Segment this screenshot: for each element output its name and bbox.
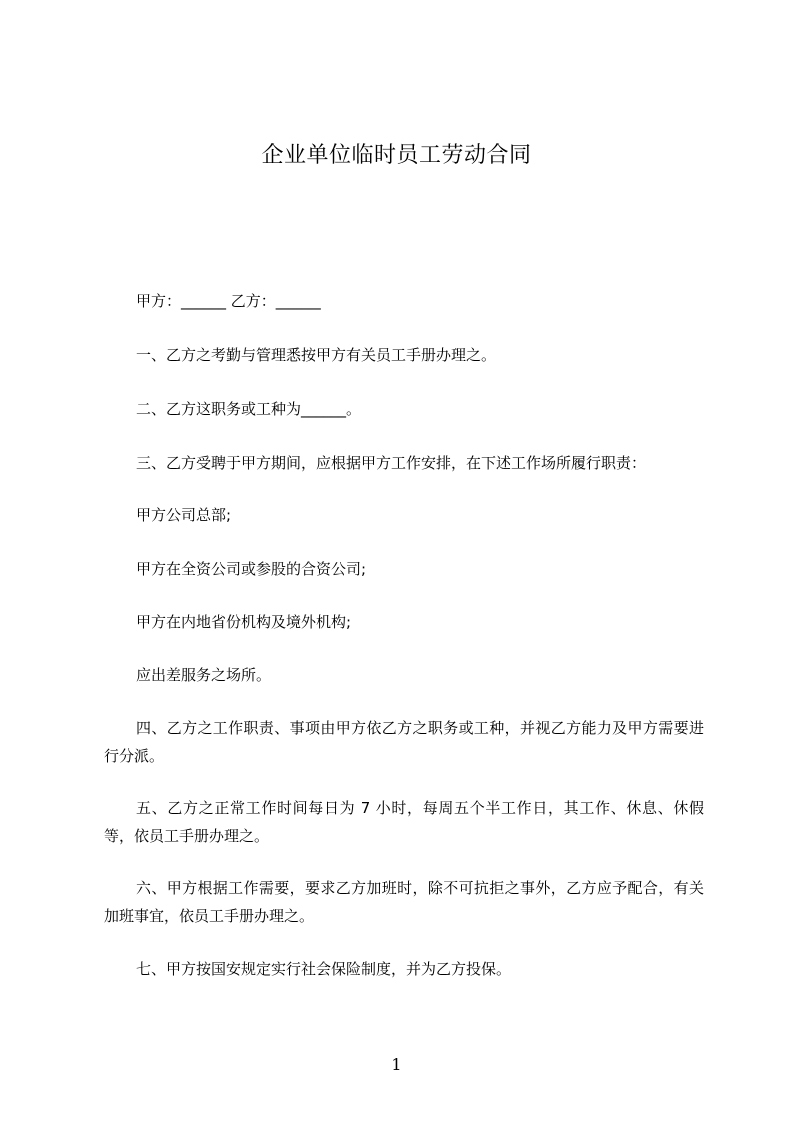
workplace-item-2: 甲方在全资公司或参股的合资公司;	[136, 560, 367, 578]
workplace-item-3: 甲方在内地省份机构及境外机构;	[136, 613, 352, 631]
clause-1: 一、乙方之考勤与管理悉按甲方有关员工手册办理之。	[136, 346, 497, 364]
clause-7: 七、甲方按国安规定实行社会保险制度，并为乙方投保。	[136, 960, 512, 978]
clause-4: 四、乙方之工作职责、事项由甲方依乙方之职务或工种，并视乙方能力及甲方需要进行分派。	[104, 719, 704, 765]
clause-5: 五、乙方之正常工作时间每日为 7 小时，每周五个半工作日，其工作、休息、休假等，依员工手册办理之。	[104, 799, 704, 845]
page-number: 1	[391, 1055, 402, 1074]
workplace-item-1: 甲方公司总部;	[136, 506, 232, 524]
parties-line: 甲方：______ 乙方：______	[136, 292, 321, 310]
workplace-item-4: 应出差服务之场所。	[136, 666, 272, 684]
clause-2: 二、乙方这职务或工种为______。	[136, 400, 362, 418]
clause-6: 六、甲方根据工作需要，要求乙方加班时，除不可抗拒之事外，乙方应予配合，有关加班事宜，依员工手册办理之。	[104, 879, 704, 925]
document-title: 企业单位临时员工劳动合同	[261, 143, 532, 168]
clause-3: 三、乙方受聘于甲方期间，应根据甲方工作安排，在下述工作场所履行职责：	[136, 454, 647, 472]
